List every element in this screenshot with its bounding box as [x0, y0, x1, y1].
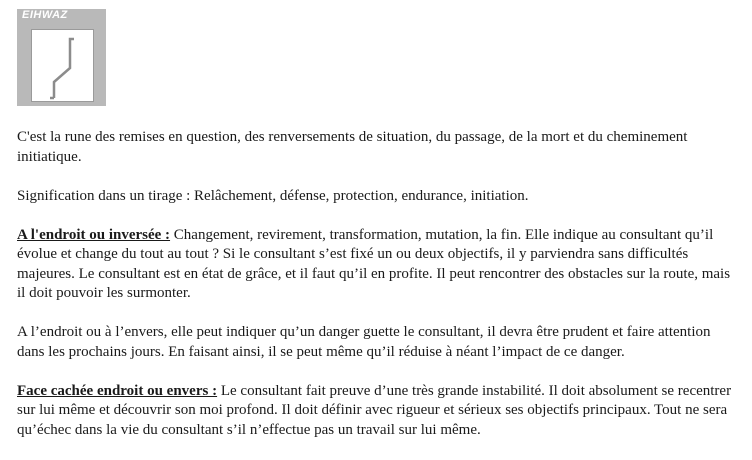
upright-text: Changement, revirement, transformation, mutation, la fin. Elle indique au consultant qu’il évolue et change du tout au tout ? Si le consultant s’est fixé un ou deux objectifs, il y parviendra sans difficultés majeures. Le consultant est en état de grâce, et il faut qu’il en profite. Il peut rencontrer des obstacles sur la route, mais il doit pouvoir les surmonter.	[17, 226, 731, 301]
hidden-paragraph	[17, 382, 737, 441]
hidden-heading: Face cachée endroit ou envers :	[17, 382, 218, 399]
rune-card	[17, 9, 106, 106]
upright-heading: A l'endroit ou inversée :	[17, 226, 171, 243]
eihwaz-rune-icon	[31, 29, 94, 102]
rune-name: EIHWAZ	[22, 9, 68, 21]
either-way-paragraph: A l’endroit ou à l’envers, elle peut indiquer qu’un danger guette le consultant, il devra être prudent et faire attention dans les prochains jours. En faisant ainsi, il se peut même qu’il réduise à néant l’impact de ce danger.	[17, 324, 711, 360]
upright-paragraph	[17, 226, 737, 304]
rune-description	[17, 128, 737, 460]
hidden-text: Le consultant fait preuve d’une très grande instabilité. Il doit absolument se recentrer sur lui même et découvrir son moi profond. Il doit définir avec rigueur et sérieux ses objectifs principaux. Tout ne sera qu’échec dans la vie du consultant s’il n’effectue pas un travail sur lui même.	[17, 382, 732, 438]
eihwaz-rune-glyph	[32, 30, 95, 103]
intro-paragraph: C'est la rune des remises en question, des renversements de situation, du passage, de la mort et du cheminement initiatique.	[17, 129, 688, 165]
signification-paragraph: Signification dans un tirage : Relâchement, défense, protection, endurance, initiation.	[17, 187, 529, 204]
